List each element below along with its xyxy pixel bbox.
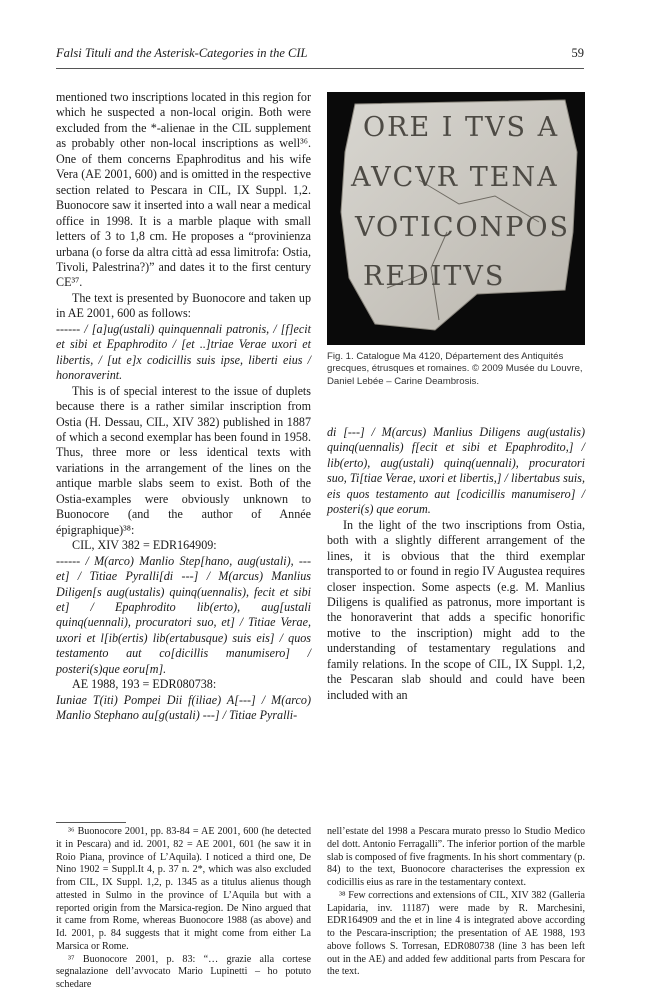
inscription-line: ORE I TVS A	[363, 112, 560, 143]
inscription-line: AVCVR TENA	[351, 162, 559, 193]
inscription-text: di [---] / M(arcus) Manlius Diligens aug(ustalis) quinq(uennalis) f[ecit et sibi et Epaphrodito,] / lib(erto), aug(ustali) quinq(uennali), procuratori suo, Ti[tiae Verae, uxori et libertis,] / libertabus suis, eis quos testamento aut [codicillis manumisero] / posteri(s) que eorum.	[327, 425, 585, 517]
paragraph: This is of special interest to the issue of duplets because there is a rather similar inscription from Ostia (H. Dessau, CIL, XIV 382) published in 1887 of which a second exemplar has been found in 1958. Thus, three more or less identical texts with variations in the arrangement of the lines on the antique marble slabs seem to exist. Both of the Ostia-examples were obviously unknown to Buonocore (and the author of Année épigraphique)³⁸:	[56, 383, 311, 537]
paragraph: In the light of the two inscriptions from Ostia, both with a slightly different arrangement of the lines, it is obvious that the third exemplar transported to or found in regio IV Augustea requires closer inspection. Some aspects (e.g. M. Manlius Diligens is qualified as patronus, more important is the honoraverint that adds a specific honorific motive to the inscription) might add to the understanding of testamentary regulations and family relations. In the scope of CIL, IX Suppl. 1,2, the Pescaran slab should and could have been included with an	[327, 517, 585, 702]
footnote-rule	[56, 822, 126, 823]
paragraph: mentioned two inscriptions located in this region for which he suspected a non-local origin. Both were excluded from the *-alienae in the CIL supplement as probably other non-local inscriptions as well³⁶. One of them concerns Epaphroditus and his wife Vera (AE 2001, 600) and is omitted in the respective section related to Pescara in CIL, IX Suppl. 1,2. Buonocore saw it inserted into a wall near a medical office in 1998. It is a marble plaque with small letters of 3 to 1,8 cm. He proposes a “provinienza urbana (o forse da altra città ad essa limitrofa: Ostia, Tivoli, Palestrina?)” and dates it to the first century CE³⁷.	[56, 90, 311, 290]
page-number: 59	[571, 46, 584, 60]
footnote: nell’estate del 1998 a Pescara murato presso lo Studio Medico del dott. Antonio Ferragalli”. The inferior portion of the marble slab is composed of five fragments. In his short commentary (p. 84) to the text, Buonocore characterises the expression ex codicillis eius as rare in the testamentary context.	[327, 826, 585, 888]
header-rule	[56, 68, 584, 69]
paragraph: The text is presented by Buonocore and taken up in AE 2001, 600 as follows:	[56, 290, 311, 321]
inscription-line: REDITVS	[363, 261, 506, 292]
left-column	[56, 90, 311, 724]
running-title: Falsi Tituli and the Asterisk-Categories in the CIL	[56, 46, 308, 60]
inscription-text: Iuniae T(iti) Pompei Dii f(iliae) A[---] / M(arco) Manlio Stephano au[g(ustali) ---] / Titiae Pyralli-	[56, 692, 311, 723]
footnote: ³⁶ Buonocore 2001, pp. 83-84 = AE 2001, 600 (he detected it in Pescara) and id. 2001, 82 = AE 2001, 601 (he saw it in Roio Piana, province of L’Aquila). I noticed a third one, De Nino 1902 = Suppl.It 4, p. 37 n. 2*, which was also excluded from CIL, IX Suppl. 1,2, p. 1345 as a titulus alienus though attested in Sulmo in the province of L’Aquila but with a reported origin from the Marsica-region. De Nino argued that it came from Rome, whereas Buonocore 1988 (as above) and Id. 2001, p. 84 suggests that it might come from either La Marsica or Rome.	[56, 826, 311, 952]
marble-slab-image	[327, 92, 585, 345]
inscription-text: ------ / M(arco) Manlio Step[hano, aug(ustali), --- et] / Titiae Pyralli[di ---] / M(arcus) Manlius Diligen[s aug(ustalis) quinq(uennalis), fecit et sibi et] / Epaphrodito lib(erto), aug[ustali quinq(uennali), procuratori suo, et] / Titiae Verae, uxori et l[ib(ertis) lib(ertabusque) suis eis] / quos testamento aut co[dicillis manumisero] / posteri(s)que eoru[m].	[56, 553, 311, 676]
figure-caption: Fig. 1. Catalogue Ma 4120, Département des Antiquités grecques, étrusques et romaines. © 2009 Musée du Louvre, Daniel Lebée – Carine Deambrosis.	[327, 351, 583, 387]
footnotes-left	[56, 826, 311, 992]
inscription-reference: AE 1988, 193 = EDR080738:	[72, 677, 217, 692]
right-column	[327, 425, 585, 703]
inscription-text: ------ / [a]ug(ustali) quinquennali patronis, / [f]ecit et sibi et Epaphrodito / [et ..]triae Verae uxori et libertis, / [ut e]x codicillis suis ipse, liberti eius / honoraverint.	[56, 321, 311, 383]
footnote: ³⁸ Few corrections and extensions of CIL, XIV 382 (Galleria Lapidaria, inv. 11187) were made by R. Marchesini, EDR164909 and the et in line 4 is integrated above according to the Pescara-inscription; the presentation of AE 1988, 193 above follows S. Torresan, EDR080738 (line 3 has been left out in the AE) and added few additional parts from Pescara for the text.	[327, 889, 585, 978]
inscription-line: VOTICONPOS	[355, 212, 571, 243]
inscription-photo	[327, 92, 585, 345]
inscription-reference: CIL, XIV 382 = EDR164909:	[72, 538, 217, 553]
footnote: ³⁷ Buonocore 2001, p. 83: “… grazie alla cortese segnalazione dell’avvocato Mario Lupinetti – ho potuto schedare	[56, 953, 311, 990]
